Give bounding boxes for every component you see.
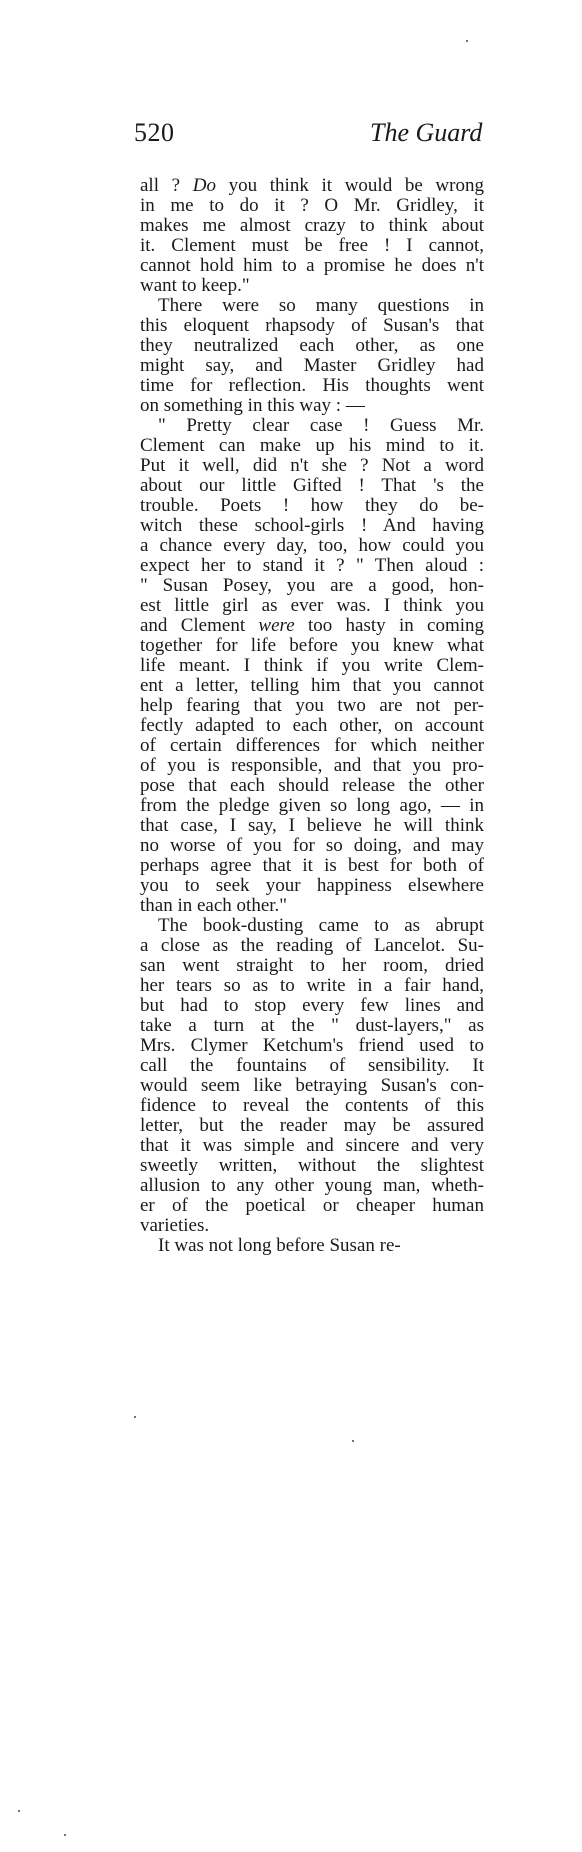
text-line: all ? Do you think it would be wrong bbox=[140, 175, 484, 196]
text-line: a chance every day, too, how could you bbox=[140, 535, 484, 556]
text-line: of certain differences for which neither bbox=[140, 735, 484, 756]
text-line: you to seek your happiness elsewhere bbox=[140, 875, 484, 896]
scan-speck bbox=[64, 1834, 66, 1836]
text-line: allusion to any other young man, wheth- bbox=[140, 1175, 484, 1196]
text-line: might say, and Master Gridley had bbox=[140, 355, 484, 376]
text-line: that it was simple and sincere and very bbox=[140, 1135, 484, 1156]
scan-speck bbox=[352, 1440, 354, 1442]
text-line: It was not long before Susan re- bbox=[158, 1235, 401, 1256]
text-line: trouble. Poets ! how they do be- bbox=[140, 495, 484, 516]
text-line: on something in this way : — bbox=[140, 395, 365, 416]
text-line: letter, but the reader may be assured bbox=[140, 1115, 484, 1136]
text-line: " Susan Posey, you are a good, hon- bbox=[140, 575, 484, 596]
text-line: " Pretty clear case ! Guess Mr. bbox=[158, 415, 484, 436]
text-line: witch these school-girls ! And having bbox=[140, 515, 484, 536]
text-line: pose that each should release the other bbox=[140, 775, 484, 796]
scan-speck bbox=[134, 1416, 136, 1418]
text-line: Put it well, did n't she ? Not a word bbox=[140, 455, 484, 476]
text-line: There were so many questions in bbox=[158, 295, 484, 316]
text-line: and Clement were too hasty in coming bbox=[140, 615, 485, 636]
text-line: Clement can make up his mind to it. bbox=[140, 435, 484, 456]
text-line: of you is responsible, and that you pro- bbox=[140, 755, 484, 776]
text-line: san went straight to her room, dried bbox=[140, 955, 484, 976]
text-line: call the fountains of sensibility. It bbox=[140, 1055, 484, 1076]
page-number: 520 bbox=[134, 118, 175, 147]
text-line: they neutralized each other, as one bbox=[140, 335, 484, 356]
text-line: together for life before you knew what bbox=[140, 635, 484, 656]
running-header bbox=[134, 118, 582, 158]
text-line: her tears so as to write in a fair hand, bbox=[140, 975, 484, 996]
text-line: er of the poetical or cheaper human bbox=[140, 1195, 484, 1216]
text-line: makes me almost crazy to think about bbox=[140, 215, 484, 236]
body-text bbox=[140, 176, 484, 1256]
paragraph bbox=[140, 916, 484, 1236]
text-line: ent a letter, telling him that you cannot bbox=[140, 675, 484, 696]
text-line: that case, I say, I believe he will think bbox=[140, 815, 484, 836]
text-line: perhaps agree that it is best for both of bbox=[140, 855, 484, 876]
text-line: varieties. bbox=[140, 1215, 210, 1236]
paragraph bbox=[140, 416, 484, 916]
text-line: time for reflection. His thoughts went bbox=[140, 375, 484, 396]
text-line: in me to do it ? O Mr. Gridley, it bbox=[140, 195, 484, 216]
text-line: Mrs. Clymer Ketchum's friend used to bbox=[140, 1035, 484, 1056]
text-line: it. Clement must be free ! I cannot, bbox=[140, 235, 484, 256]
text-line: expect her to stand it ? " Then aloud : bbox=[140, 555, 484, 576]
text-line: life meant. I think if you write Clem- bbox=[140, 655, 484, 676]
scan-speck bbox=[466, 40, 468, 42]
paragraph bbox=[140, 176, 484, 296]
text-line: this eloquent rhapsody of Susan's that bbox=[140, 315, 484, 336]
text-line: sweetly written, without the slightest bbox=[140, 1155, 484, 1176]
text-line: fidence to reveal the contents of this bbox=[140, 1095, 484, 1116]
text-line: than in each other." bbox=[140, 895, 288, 916]
text-line: cannot hold him to a promise he does n't bbox=[140, 255, 484, 276]
text-line: but had to stop every few lines and bbox=[140, 995, 484, 1016]
text-line: help fearing that you two are not per- bbox=[140, 695, 484, 716]
paragraph bbox=[140, 1236, 484, 1256]
text-line: want to keep." bbox=[140, 275, 250, 296]
text-line: would seem like betraying Susan's con- bbox=[140, 1075, 484, 1096]
text-line: est little girl as ever was. I think you bbox=[140, 595, 484, 616]
running-title: The Guard bbox=[370, 118, 483, 147]
text-line: about our little Gifted ! That 's the bbox=[140, 475, 484, 496]
text-line: a close as the reading of Lancelot. Su- bbox=[140, 935, 484, 956]
paragraph bbox=[140, 296, 484, 416]
text-line: fectly adapted to each other, on account bbox=[140, 715, 484, 736]
text-line: no worse of you for so doing, and may bbox=[140, 835, 484, 856]
text-line: from the pledge given so long ago, — in bbox=[140, 795, 484, 816]
text-line: take a turn at the " dust-layers," as bbox=[140, 1015, 484, 1036]
text-line: The book-dusting came to as abrupt bbox=[158, 915, 484, 936]
scan-speck bbox=[18, 1810, 20, 1812]
